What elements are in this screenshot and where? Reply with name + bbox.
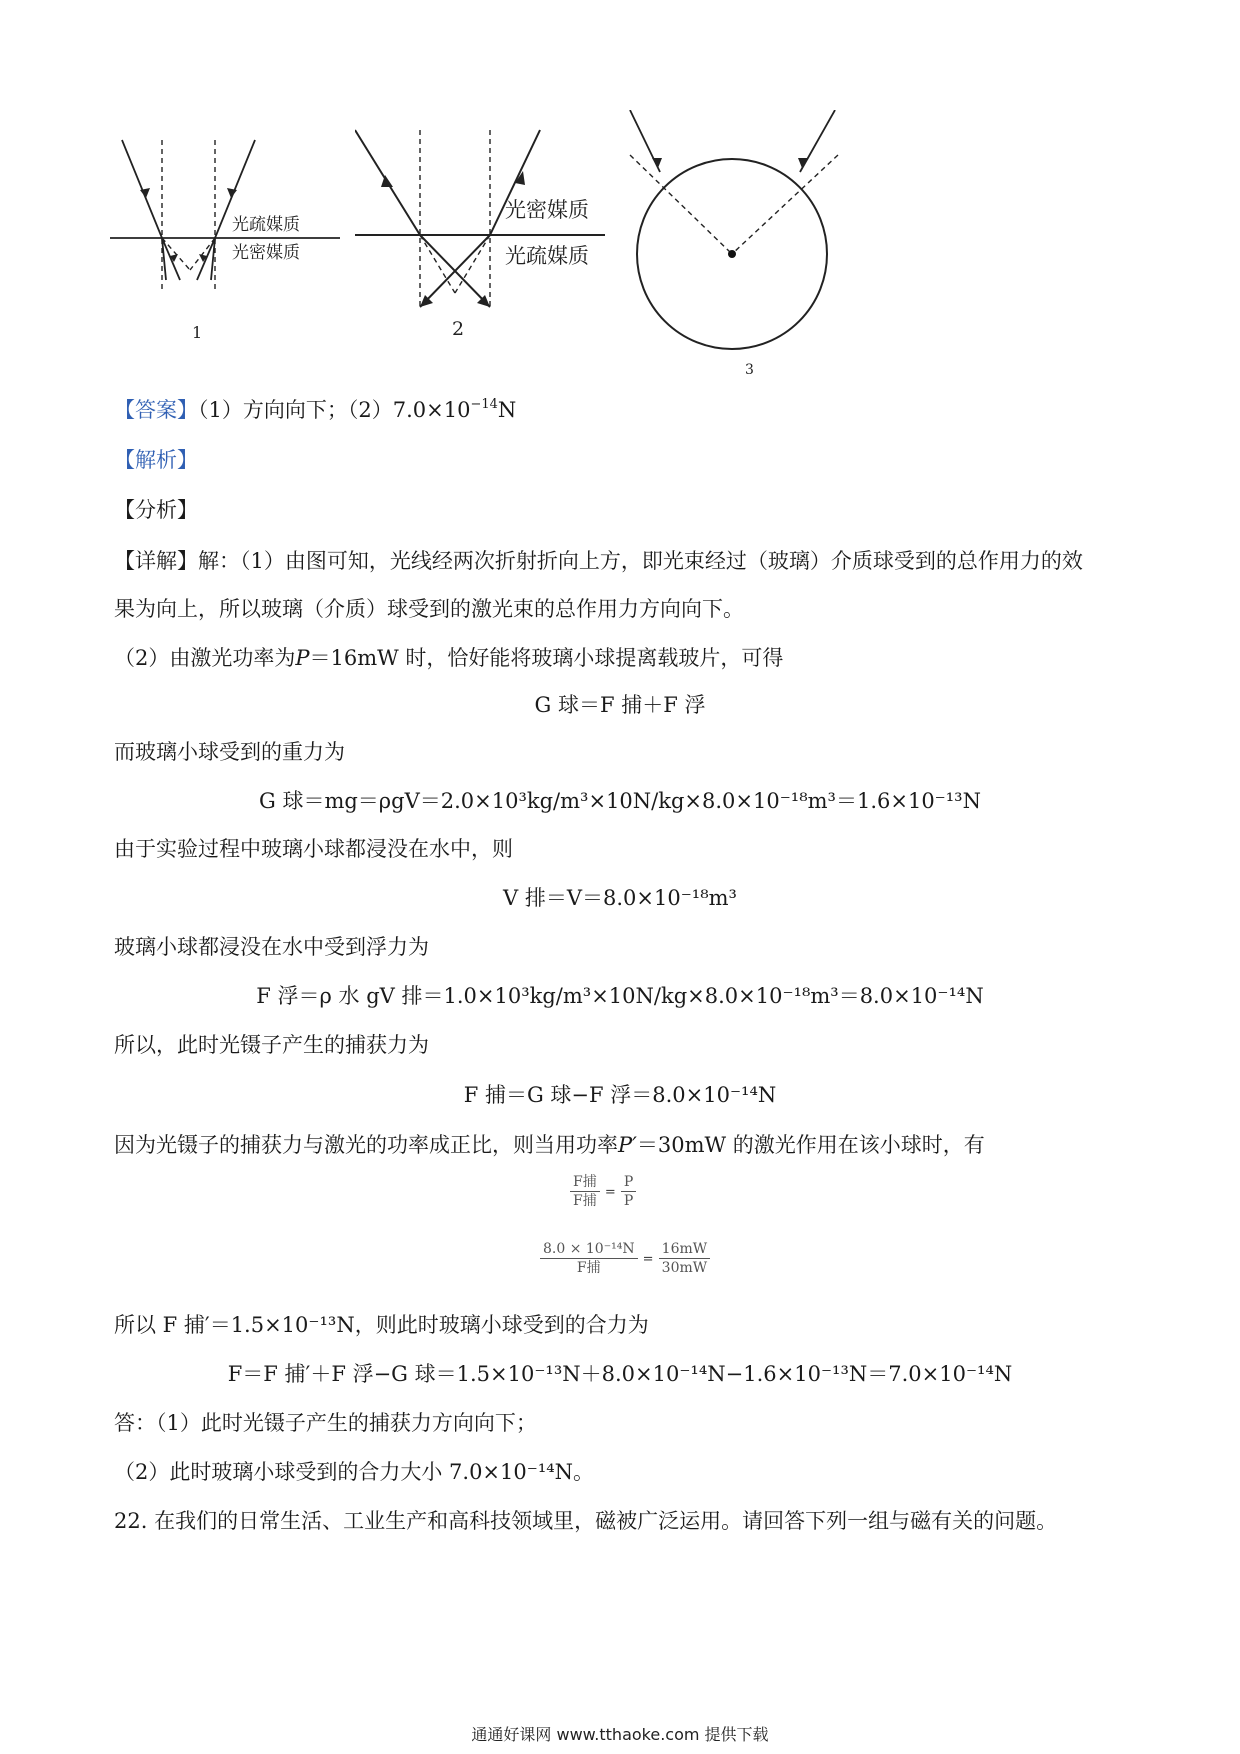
figure-1 [110,130,350,345]
detail-text-1: 解：（1）由图可知，光线经两次折射折向上方，即光束经过（玻璃）介质球受到的总作用力的效 [198,549,1083,573]
result-line: 所以 F 捕′＝1.5×10⁻¹³N，则此时玻璃小球受到的合力为 [114,1313,649,1337]
figure-3 [620,110,850,380]
fig1-caption: 1 [192,323,203,342]
ratio-2-right: $\frac{16mW}{30mW}$ [659,1240,710,1277]
fig1-bottom-label: 光密媒质 [232,243,300,263]
ratio-1: $\frac{\text{F捕}}{\text{F捕}}$ = $\frac{P}{P}$ [570,1173,636,1210]
answer-text: （1）方向向下；（2）7.0×10 [198,398,471,422]
fig3-caption: 3 [745,362,754,378]
equation-3: V 排＝V＝8.0×10⁻¹⁸m³ [503,886,737,910]
fig2-caption: 2 [452,318,465,340]
fenxi-tag: 【分析】 [114,498,198,522]
final-answer-2: （2）此时玻璃小球受到的合力大小 7.0×10⁻¹⁴N。 [114,1460,595,1484]
answer-unit: N [497,398,517,422]
submerged-intro: 由于实验过程中玻璃小球都浸没在水中，则 [114,837,513,861]
ratio-2-left: $\frac{\text{8.0 × 10⁻¹⁴N}}{\text{F捕}}$ [540,1240,638,1277]
buoyancy-intro: 玻璃小球都浸没在水中受到浮力为 [114,935,429,959]
equation-5: F 捕＝G 球−F 浮＝8.0×10⁻¹⁴N [463,1083,777,1107]
ratio-1-right: $\frac{P}{P}$ [621,1173,636,1210]
fig2-top-label: 光密媒质 [505,198,589,222]
proportion-line: 因为光镊子的捕获力与激光的功率成正比，则当用功率P′＝30mW 的激光作用在该小球时，有 [114,1133,985,1157]
equation-6: F＝F 捕′＋F 浮−G 球＝1.5×10⁻¹³N＋8.0×10⁻¹⁴N−1.6×10⁻¹³N＝7.0×10⁻¹⁴N [227,1362,1013,1386]
final-answer-1: 答：（1）此时光镊子产生的捕获力方向向下； [114,1411,537,1435]
equation-1: G 球＝F 捕＋F 浮 [534,693,706,717]
answer-exponent: −14 [470,397,498,412]
capture-intro: 所以，此时光镊子产生的捕获力为 [114,1033,429,1057]
ratio-1-left: $\frac{\text{F捕}}{\text{F捕}}$ [570,1173,600,1210]
detail-line-2: 果为向上，所以玻璃（介质）球受到的激光束的总作用力方向向下。 [114,597,744,621]
figure-2 [355,125,615,350]
question-22: 22. 在我们的日常生活、工业生产和高科技领域里，磁被广泛运用。请回答下列一组与磁有关的问题。 [114,1509,1058,1533]
fig2-bottom-label: 光疏媒质 [505,244,589,268]
equation-4: F 浮＝ρ 水 gV 排＝1.0×10³kg/m³×10N/kg×8.0×10⁻¹⁸m³＝8.0×10⁻¹⁴N [256,984,984,1008]
answer-tag: 【答案】 [114,398,198,422]
answer-line [114,395,516,425]
analysis-tag: 【解析】 [114,448,198,472]
detail-line-1 [114,546,1083,576]
footer: 通通好课网 www.tthaoke.com 提供下载 [471,1725,769,1744]
gravity-intro: 而玻璃小球受到的重力为 [114,740,345,764]
detail-tag: 【详解】 [114,549,198,573]
fig1-top-label: 光疏媒质 [232,215,300,235]
equation-2: G 球＝mg＝ρgV＝2.0×10³kg/m³×10N/kg×8.0×10⁻¹⁸m³＝1.6×10⁻¹³N [259,789,981,813]
ratio-2: $\frac{\text{8.0 × 10⁻¹⁴N}}{\text{F捕}}$ = $\frac{16mW}{30mW}$ [540,1240,710,1277]
part2-line: （2）由激光功率为P＝16mW 时，恰好能将玻璃小球提离载玻片，可得 [114,646,784,670]
